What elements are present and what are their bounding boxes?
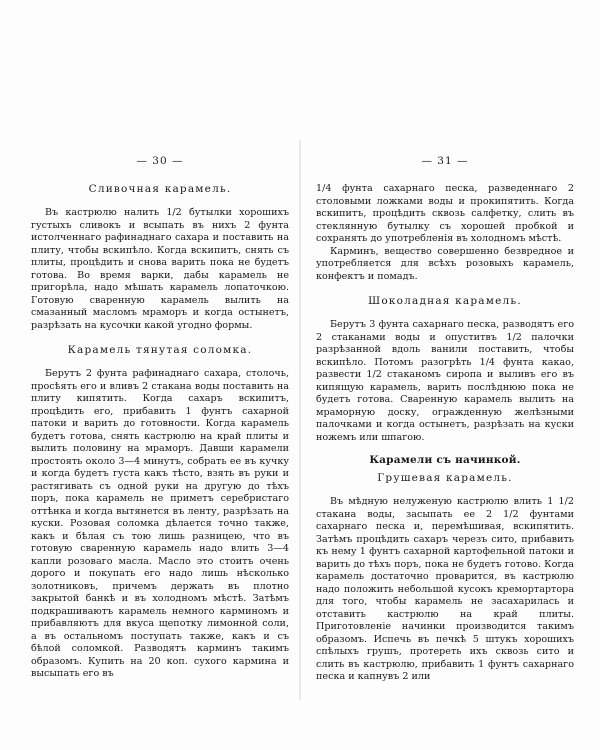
paragraph: Берутъ 3 фунта сахарнаго песка, разводятъ его 2 стаканами воды и опуститвъ 1/2 палочки разрѣзанной вдоль ванили поставить, чтобы вскипѣло. Потомъ разогрѣть 1/4 фунта какао, развести 1/2 стаканомъ сиропа и выливъ его въ кипящую карамель, варить послѣднюю пока не будетъ готова. Сваренную карамель вылить на мраморную доску, огражденную желѣзными палочками и когда остынетъ, разрѣзать на куски ножемъ или шпагою. — [316, 319, 574, 443]
right-page — [316, 155, 574, 684]
left-page — [31, 155, 289, 681]
paragraph: 1/4 фунта сахарнаго песка, разведеннаго 2 столовыми ложками воды и прокипятить. Когда вскипитъ, процѣдить сквозь салфетку, слить въ стеклянную бутылку съ хорошей пробкой и сохранять до употребленія въ холодномъ мѣстѣ. — [316, 183, 574, 244]
section-title: Сливочная карамель. — [88, 183, 232, 195]
bold-heading: Карамели съ начинкой. — [369, 454, 521, 466]
paragraph: Въ мѣдную нелуженую кастрюлю влить 1 1/2 стакана воды, засыпать ее 2 1/2 фунтами сахарнаго песка и, перемѣшивая, вскипятить. Затѣмъ процѣдить сахаръ черезъ сито, прибавить къ нему 1 фунтъ сахарной картофельной патоки и варить до тѣхъ поръ, пока не будетъ готово. Когда карамель достаточно проварится, въ кастрюлю надо положить небольшой кусокъ кремортартора для того, чтобы карамель не засахарилась и отставить кастрюлю на край плиты. Приготовленіе начинки производится такимъ образомъ. Испечь въ печкѣ 5 штукъ хорошихъ спѣлыхъ грушъ, протереть ихъ сквозь сито и слить въ кастрюлю, прибавить 1 фунтъ сахарнаго песка и капнувъ 2 или — [316, 496, 574, 682]
section-title: Шоколадная карамель. — [368, 295, 522, 307]
book-gutter — [299, 140, 301, 700]
paragraph: Карминъ, вещество совершенно безвредное и употребляется для всѣхъ розовыхъ карамель, конфектъ и помадъ. — [316, 245, 574, 282]
page-number: — 30 — — [136, 155, 184, 167]
section-title: Грушевая карамель. — [377, 472, 513, 484]
section-title: Карамель тянутая соломка. — [67, 344, 253, 356]
paragraph: Въ кастрюлю налить 1/2 бутылки хорошихъ густыхъ сливокъ и всыпать въ нихъ 2 фунта истолченнаго рафинаднаго сахара и поставить на плиту, чтобы вскипѣло. Когда вскипитъ, снять съ плиты, процѣдить и снова варить пока не будетъ готова. Во время варки, дабы карамель не пригорѣла, надо мѣшать карамель лопаточкою. Готовую сваренную карамель вылить на смазанный масломъ мраморъ и когда остынетъ, разрѣзать на кусочки какой угодно формы. — [31, 207, 289, 331]
paragraph: Берутъ 2 фунта рафинаднаго сахара, столочь, просѣять его и вливъ 2 стакана воды поставить на плиту кипятить. Когда сахаръ вскипитъ, процѣдить его, прибавить 1 фунтъ сахарной патоки и варить до готовности. Когда карамель будетъ готова, снять кастрюлю на край плиты и вылить половину на мраморъ. Давши карамели простоять около 3—4 минутъ, собрать ее въ кучку и когда будетъ густа какъ тѣсто, взять въ руки и растягивать съ одной руки на другую до тѣхъ поръ, пока карамель не приметъ серебристаго оттѣнка и когда вытянется въ ленту, разрѣзать на куски. Розовая соломка дѣлается точно также, какъ и бѣлая съ тою лишь разницею, что въ готовую сваренную карамель надо влить 3—4 капли розоваго масла. Масло это стоитъ очень дорого и покупать его надо лишь нѣсколько золотниковъ, причемъ держать въ плотно закрытой банкѣ и въ холодномъ мѣстѣ. Затѣмъ подкрашиваютъ карамель немного карминомъ и прибавляютъ для вкуса щепотку лимонной соли, а въ остальномъ поступать также, какъ и съ бѣлой соломкой. Разводятъ карминъ такимъ образомъ. Купить на 20 коп. сухого кармина и высыпать его въ — [31, 368, 289, 679]
page-number: — 31 — — [421, 155, 469, 167]
